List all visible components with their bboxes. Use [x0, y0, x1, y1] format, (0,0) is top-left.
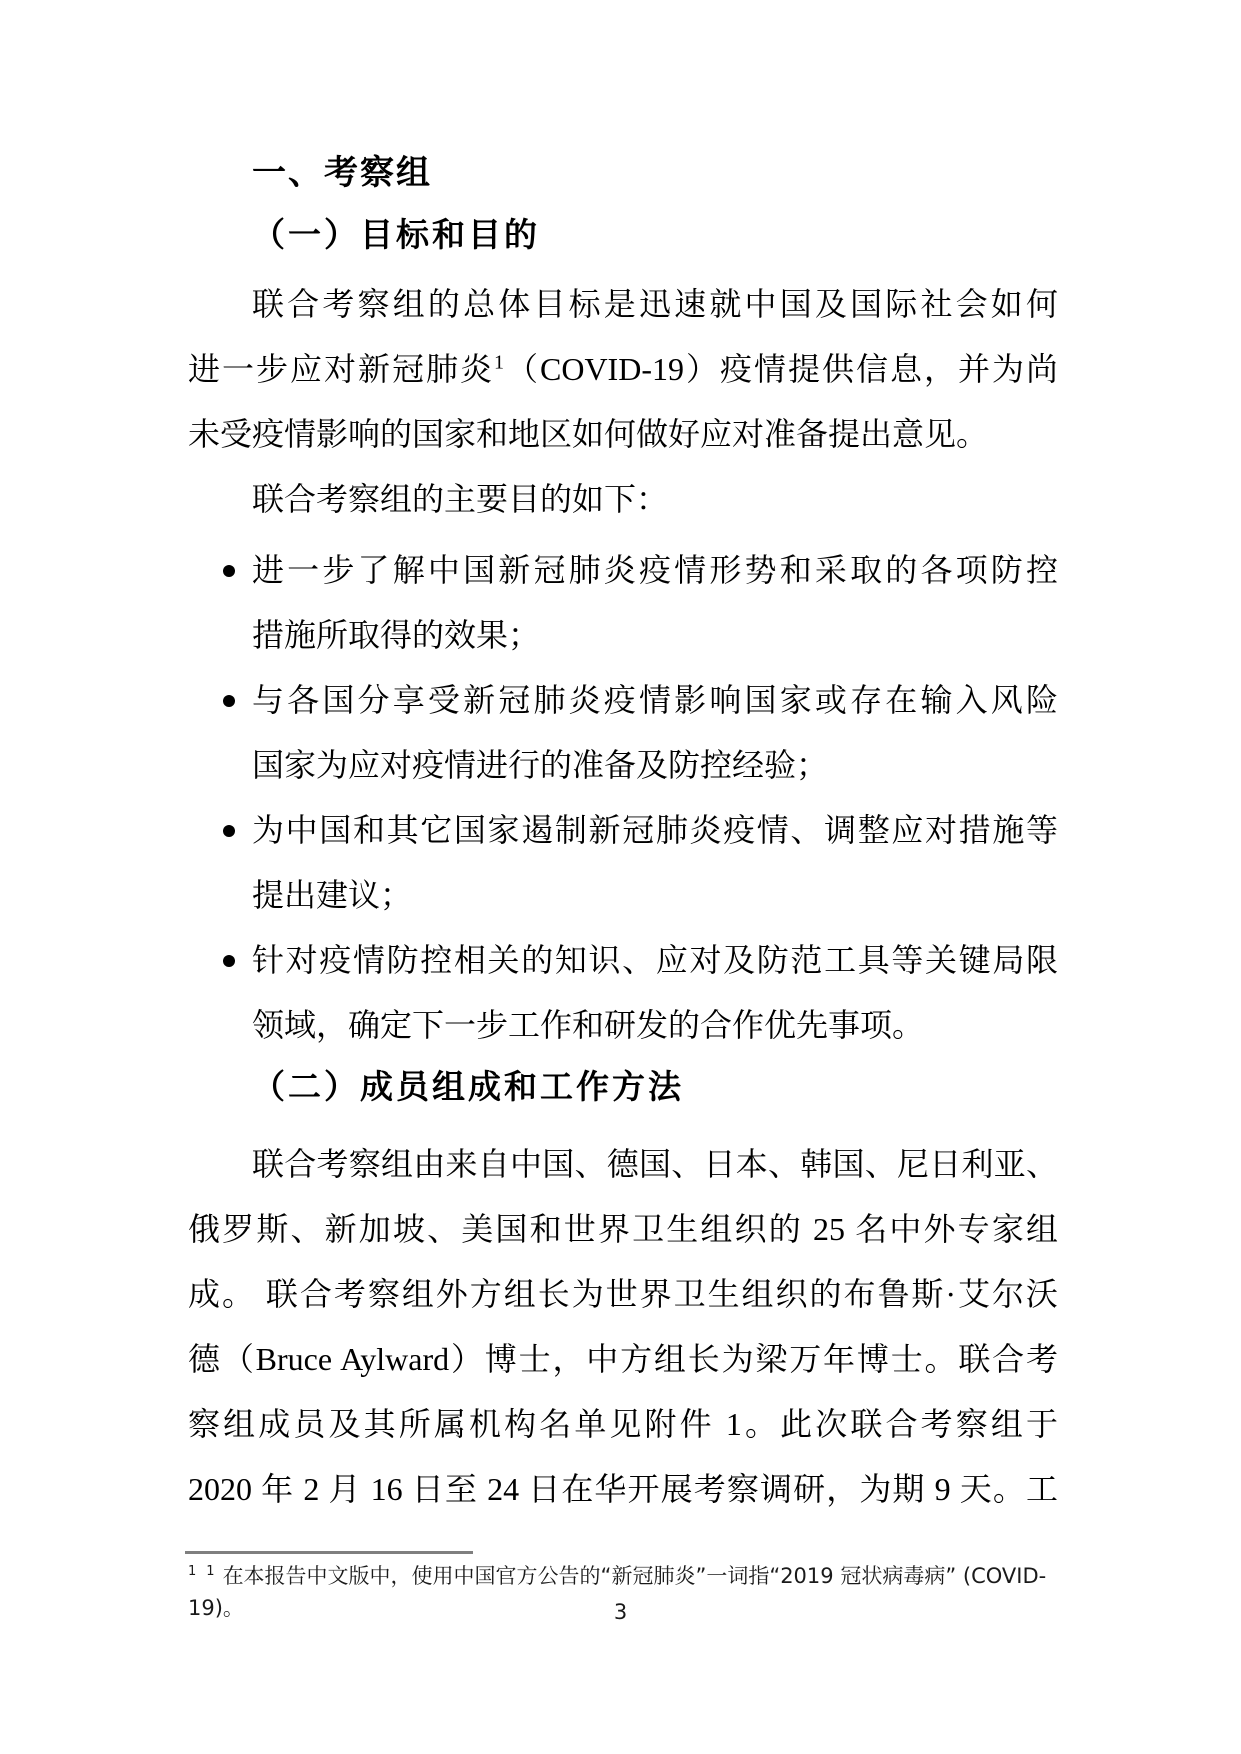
bullet-1-line-1: 进一步了解中国新冠肺炎疫情形势和采取的各项防控 [252, 552, 1058, 588]
bullet-2-line-1: 与各国分享受新冠肺炎疫情影响国家或存在输入风险 [252, 682, 1058, 718]
list-item [188, 798, 1058, 928]
paragraph-3-line-3: 成。 联合考察组外方组长为世界卫生组织的布鲁斯·艾尔沃 [188, 1276, 1058, 1312]
paragraph-1 [188, 272, 1058, 467]
paragraph-2-line-1: 联合考察组的主要目的如下： [252, 481, 669, 517]
list-item [188, 928, 1058, 1058]
bullet-icon [223, 565, 235, 577]
paragraph-3 [188, 1132, 1058, 1522]
paragraph-1-line-2-pre: 进一步应对新冠肺炎 [188, 351, 494, 387]
objectives-list [188, 538, 1058, 1058]
paragraph-3-line-5: 察组成员及其所属机构名单见附件 1。此次联合考察组于 [188, 1406, 1058, 1442]
bullet-icon [223, 825, 235, 837]
page-number: 3 [613, 1600, 628, 1624]
bullet-2-line-2: 国家为应对疫情进行的准备及防控经验； [252, 747, 829, 783]
list-item [188, 668, 1058, 798]
bullet-3-line-2: 提出建议； [252, 877, 413, 913]
paragraph-3-line-1: 联合考察组由来自中国、德国、日本、韩国、尼日利亚、 [252, 1146, 1058, 1182]
bullet-icon [223, 695, 235, 707]
paragraph-2 [188, 467, 1058, 532]
paragraph-3-line-4: 德（Bruce Aylward）博士，中方组长为梁万年博士。联合考 [188, 1341, 1058, 1377]
bullet-1-line-2: 措施所取得的效果； [252, 617, 541, 653]
paragraph-1-line-3: 未受疫情影响的国家和地区如何做好应对准备提出意见。 [188, 416, 989, 452]
paragraph-1-line-1: 联合考察组的总体目标是迅速就中国及国际社会如何 [252, 286, 1058, 322]
bullet-4-line-1: 针对疫情防控相关的知识、应对及防范工具等关键局限 [252, 942, 1058, 978]
section-1-heading: （一）目标和目的 [252, 218, 540, 254]
footnote-ref: 1 [494, 351, 504, 374]
document-content [188, 0, 1058, 1522]
paragraph-1-line-2-post: （COVID-19）疫情提供信息，并为尚 [504, 351, 1058, 387]
bullet-3-line-1: 为中国和其它国家遏制新冠肺炎疫情、调整应对措施等 [252, 812, 1058, 848]
paragraph-3-line-6: 2020 年 2 月 16 日至 24 日在华开展考察调研，为期 9 天。工 [188, 1471, 1058, 1507]
section-2-heading: （二）成员组成和工作方法 [252, 1070, 684, 1106]
paragraph-3-line-2: 俄罗斯、新加坡、美国和世界卫生组织的 25 名中外专家组 [188, 1211, 1058, 1247]
footnote-marker: 1 [206, 1564, 215, 1579]
chapter-heading: 一、考察组 [252, 153, 432, 193]
bullet-4-line-2: 领域，确定下一步工作和研发的合作优先事项。 [252, 1007, 925, 1043]
bullet-icon [223, 955, 235, 967]
list-item [188, 538, 1058, 668]
paragraph-1-line-2 [188, 337, 1058, 402]
footnote-separator [185, 1551, 473, 1554]
footnote-marker: 1 [188, 1564, 197, 1579]
footnote-text: 在本报告中文版中，使用中国官方公告的“新冠肺炎”一词指“2019 冠状病毒病” (COVID-19)。 [188, 1564, 1047, 1620]
